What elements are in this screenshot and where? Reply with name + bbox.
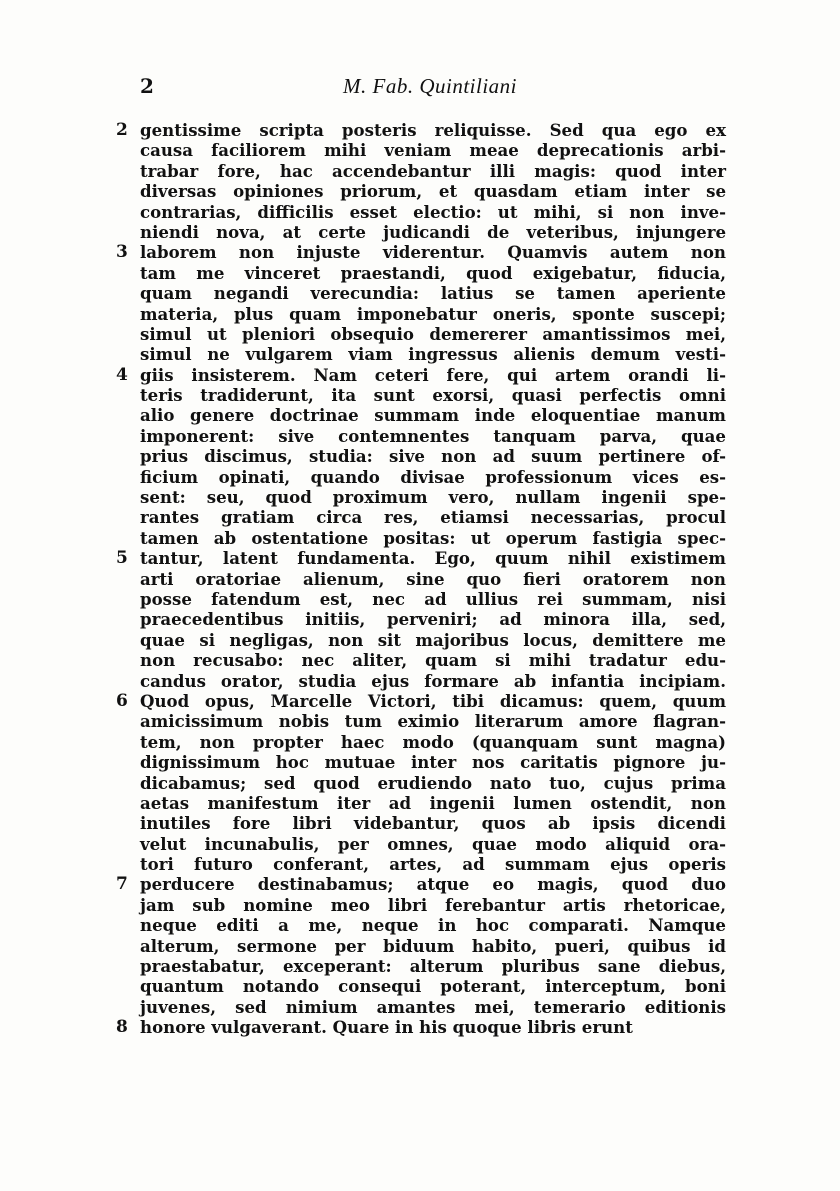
- line-text: imponerent: sive contemnentes tanquam parva, quae: [140, 425, 726, 446]
- line-text: arti oratoriae alienum, sine quo fieri oratorem non: [140, 568, 726, 589]
- line-text: quam negandi verecundia: latius se tamen aperiente: [140, 283, 726, 304]
- text-line: [140, 813, 726, 833]
- text-line: [140, 711, 726, 731]
- line-text: aetas manifestum iter ad ingenii lumen ostendit, non: [140, 792, 726, 813]
- line-text: quae si negligas, non sit majoribus locus, demittere me: [140, 629, 726, 650]
- text-line: [140, 752, 726, 772]
- line-text: alterum, sermone per biduum habito, pueri, quibus id: [140, 935, 726, 956]
- text-line: [140, 324, 726, 344]
- line-text: velut incunabulis, per omnes, quae modo aliquid ora-: [140, 833, 726, 854]
- text-line: [116, 242, 726, 263]
- text-line: [140, 528, 726, 548]
- text-line: [140, 467, 726, 487]
- line-text: jam sub nomine meo libri ferebantur artis rhetoricae,: [140, 894, 726, 915]
- section-number: 6: [116, 690, 128, 711]
- line-text: niendi nova, at certe judicandi de veteribus, injungere: [140, 221, 726, 242]
- line-text: candus orator, studia ejus formare ab infantia incipiam.: [140, 670, 726, 691]
- line-text: tantur, latent fundamenta. Ego, quum nihil existimem: [140, 548, 726, 569]
- page-number: 2: [140, 74, 154, 98]
- line-text: simul ut pleniori obsequio demererer amantissimos mei,: [140, 323, 726, 344]
- text-line: [140, 854, 726, 874]
- page-header: [140, 74, 720, 104]
- line-text: tamen ab ostentatione positas: ut operum fastigia spec-: [140, 527, 726, 548]
- line-text: contrarias, difficilis esset electio: ut mihi, si non inve-: [140, 201, 726, 222]
- text-line: [140, 895, 726, 915]
- text-line: [140, 834, 726, 854]
- line-text: quantum notando consequi poterant, interceptum, boni: [140, 976, 726, 997]
- text-line: [140, 997, 726, 1017]
- text-line: [140, 650, 726, 670]
- line-text: praestabatur, exceperant: alterum pluribus sane diebus,: [140, 956, 726, 977]
- text-line: [116, 1017, 726, 1038]
- line-text: praecedentibus initiis, perveniri; ad minora illa, sed,: [140, 609, 726, 630]
- line-text: sent: seu, quod proximum vero, nullam ingenii spe-: [140, 487, 726, 508]
- body-text: [116, 120, 726, 1038]
- text-line: [140, 446, 726, 466]
- text-line: [116, 120, 726, 140]
- text-line: [140, 487, 726, 507]
- line-text: tori futuro conferant, artes, ad summam ejus operis: [140, 854, 726, 875]
- text-line: [140, 222, 726, 242]
- line-text: causa faciliorem mihi veniam meae deprecationis arbi-: [140, 140, 726, 161]
- text-line: [140, 732, 726, 752]
- text-line: [140, 405, 726, 425]
- text-line: [140, 589, 726, 609]
- section-number: 5: [116, 548, 128, 569]
- section-number: 4: [116, 364, 128, 385]
- line-text: ficium opinati, quando divisae professionum vices es-: [140, 466, 726, 487]
- text-line: [140, 161, 726, 181]
- text-line: [140, 773, 726, 793]
- line-text: trabar fore, hac accendebantur illi magis: quod inter: [140, 160, 726, 181]
- line-text: dignissimum hoc mutuae inter nos caritatis pignore ju-: [140, 752, 726, 773]
- line-text: amicissimum nobis tum eximio literarum amore flagran-: [140, 711, 726, 732]
- section-number: 8: [116, 1017, 128, 1038]
- text-line: [140, 202, 726, 222]
- line-text: teris tradiderunt, ita sunt exorsi, quasi perfectis omni: [140, 385, 726, 406]
- text-line: [140, 671, 726, 691]
- section-number: 2: [116, 120, 128, 140]
- text-line: [140, 304, 726, 324]
- text-line: [140, 140, 726, 160]
- text-line: [140, 181, 726, 201]
- text-line: [140, 385, 726, 405]
- line-text: perducere destinabamus; atque eo magis, quod duo: [140, 874, 726, 895]
- line-text: gentissime scripta posteris reliquisse. Sed qua ego ex: [140, 120, 726, 140]
- text-line: [140, 976, 726, 996]
- line-text: materia, plus quam imponebatur oneris, sponte suscepi;: [140, 303, 726, 324]
- line-text: non recusabo: nec aliter, quam si mihi tradatur edu-: [140, 650, 726, 671]
- line-text: juvenes, sed nimium amantes mei, temerario editionis: [140, 996, 726, 1017]
- text-line: [140, 609, 726, 629]
- text-line: [140, 936, 726, 956]
- text-line: [116, 364, 726, 385]
- text-line: [140, 426, 726, 446]
- running-title: M. Fab. Quintiliani: [343, 74, 517, 98]
- line-text: rantes gratiam circa res, etiamsi necessarias, procul: [140, 507, 726, 528]
- line-text: honore vulgaverant. Quare in his quoque libris erunt: [140, 1017, 633, 1038]
- line-text: dicabamus; sed quod erudiendo nato tuo, cujus prima: [140, 772, 726, 793]
- line-text: simul ne vulgarem viam ingressus alienis demum vesti-: [140, 344, 726, 365]
- text-line: [140, 569, 726, 589]
- line-text: giis insisterem. Nam ceteri fere, qui artem orandi li-: [140, 364, 726, 385]
- text-line: [140, 507, 726, 527]
- text-line: [116, 690, 726, 711]
- line-text: prius discimus, studia: sive non ad suum pertinere of-: [140, 446, 726, 467]
- line-text: laborem non injuste viderentur. Quamvis autem non: [140, 242, 726, 263]
- text-line: [116, 548, 726, 569]
- line-text: inutiles fore libri videbantur, quos ab ipsis dicendi: [140, 813, 726, 834]
- text-line: [140, 263, 726, 283]
- section-number: 7: [116, 874, 128, 895]
- line-text: posse fatendum est, nec ad ullius rei summam, nisi: [140, 588, 726, 609]
- line-text: neque editi a me, neque in hoc comparati. Namque: [140, 915, 726, 936]
- line-text: tam me vinceret praestandi, quod exigebatur, fiducia,: [140, 262, 726, 283]
- text-line: [140, 283, 726, 303]
- section-number: 3: [116, 242, 128, 263]
- line-text: Quod opus, Marcelle Victori, tibi dicamus: quem, quum: [140, 690, 726, 711]
- text-line: [140, 915, 726, 935]
- text-line: [116, 874, 726, 895]
- text-line: [140, 956, 726, 976]
- text-line: [140, 793, 726, 813]
- line-text: tem, non propter haec modo (quanquam sunt magna): [140, 731, 726, 752]
- text-line: [140, 344, 726, 364]
- line-text: alio genere doctrinae summam inde eloquentiae manum: [140, 405, 726, 426]
- line-text: diversas opiniones priorum, et quasdam etiam inter se: [140, 181, 726, 202]
- text-line: [140, 630, 726, 650]
